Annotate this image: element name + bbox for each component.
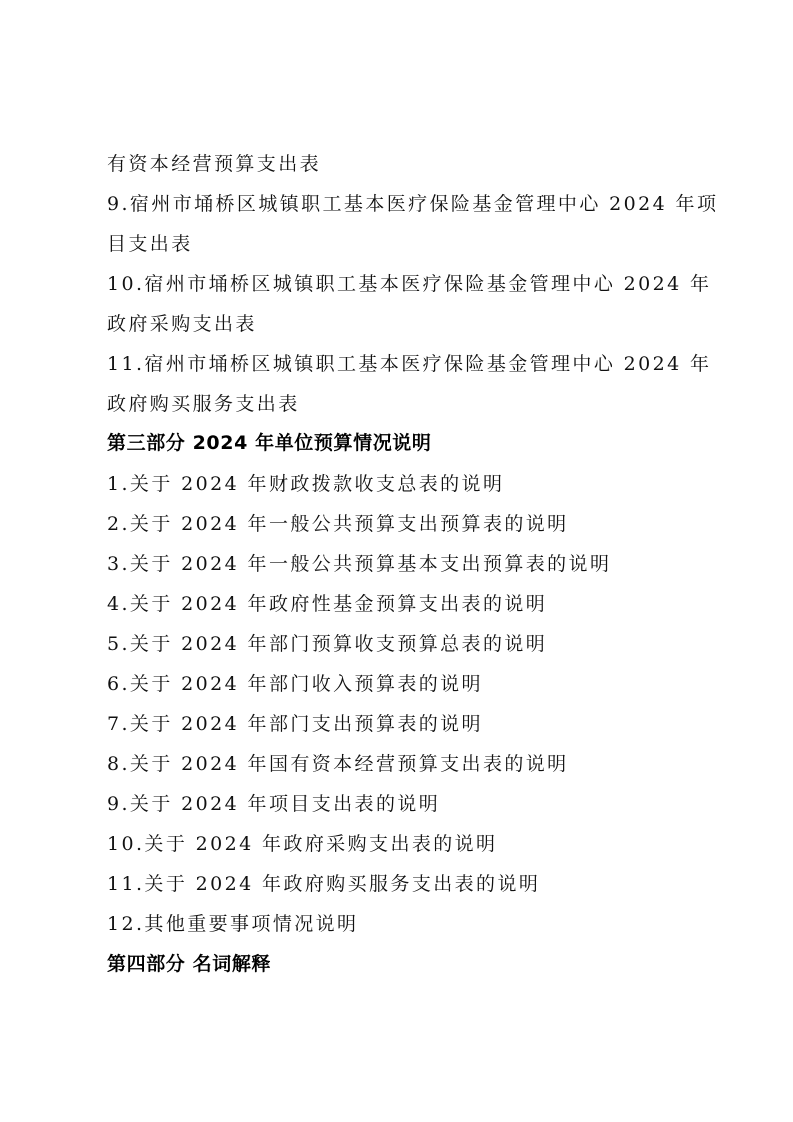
toc-item: 1.关于 2024 年财政拨款收支总表的说明 [107, 473, 505, 495]
toc-item: 8.关于 2024 年国有资本经营预算支出表的说明 [107, 753, 569, 775]
toc-item: 4.关于 2024 年政府性基金预算支出表的说明 [107, 593, 548, 615]
toc-item: 7.关于 2024 年部门支出预算表的说明 [107, 713, 483, 735]
toc-item: 11.关于 2024 年政府购买服务支出表的说明 [107, 873, 541, 895]
toc-item: 5.关于 2024 年部门预算收支预算总表的说明 [107, 633, 548, 655]
toc-line: 10.宿州市埇桥区城镇职工基本医疗保险基金管理中心 2024 年 [107, 273, 712, 295]
toc-item: 12.其他重要事项情况说明 [107, 913, 359, 935]
toc-item: 6.关于 2024 年部门收入预算表的说明 [107, 673, 483, 695]
toc-line: 有资本经营预算支出表 [107, 153, 322, 175]
toc-line: 目支出表 [107, 233, 193, 255]
toc-item: 2.关于 2024 年一般公共预算支出预算表的说明 [107, 513, 569, 535]
toc-item: 3.关于 2024 年一般公共预算基本支出预算表的说明 [107, 553, 612, 575]
toc-line: 11.宿州市埇桥区城镇职工基本医疗保险基金管理中心 2024 年 [107, 353, 712, 375]
section-heading-part3: 第三部分 2024 年单位预算情况说明 [107, 432, 432, 454]
toc-line: 政府采购支出表 [107, 313, 257, 335]
toc-line: 9.宿州市埇桥区城镇职工基本医疗保险基金管理中心 2024 年项 [107, 193, 719, 215]
toc-item: 9.关于 2024 年项目支出表的说明 [107, 793, 441, 815]
toc-item: 10.关于 2024 年政府采购支出表的说明 [107, 833, 498, 855]
toc-line: 政府购买服务支出表 [107, 393, 300, 415]
section-heading-part4: 第四部分 名词解释 [107, 953, 272, 975]
